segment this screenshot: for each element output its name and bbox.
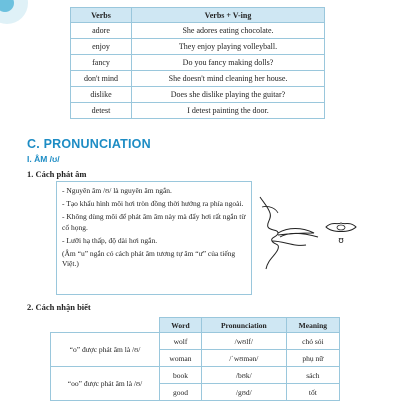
word-cell: good: [160, 384, 202, 401]
verb-cell: fancy: [71, 55, 132, 71]
meaning-cell: sách: [286, 367, 339, 384]
meaning-cell: chó sói: [286, 333, 339, 350]
pronunciation-cell: /ˈwʊmən/: [201, 350, 286, 367]
example-cell: I detest painting the door.: [132, 103, 325, 119]
example-cell: Does she dislike playing the guitar?: [132, 87, 325, 103]
recognition-header-pronunciation: Pronunciation: [201, 318, 286, 333]
verb-cell: don't mind: [71, 71, 132, 87]
articulation-point: - Lưỡi hạ thấp, độ dài hơi ngắn.: [62, 235, 158, 245]
meaning-cell: tốt: [286, 384, 339, 401]
table-row: [51, 333, 340, 350]
heading-recognition: 2. Cách nhận biết: [27, 302, 91, 312]
rule-cell: “o” được phát âm là /ʊ/: [51, 333, 160, 367]
verb-cell: detest: [71, 103, 132, 119]
table-row: [71, 87, 325, 103]
word-cell: woman: [160, 350, 202, 367]
lips-illustration: [324, 219, 358, 245]
lips-sound-label: ʊ: [338, 236, 344, 245]
recognition-header-blank: [51, 318, 160, 333]
table-row: [51, 367, 340, 384]
recognition-header-word: Word: [160, 318, 202, 333]
word-cell: book: [160, 367, 202, 384]
recognition-header-meaning: Meaning: [286, 318, 339, 333]
rule-cell: “oo” được phát âm là /ʊ/: [51, 367, 160, 401]
example-cell: They enjoy playing volleyball.: [132, 39, 325, 55]
articulation-point: - Không dùng môi để phát âm âm này mà đẩy hơi rất ngắn từ cổ họng.: [62, 212, 246, 232]
verb-cell: adore: [71, 23, 132, 39]
word-cell: wolf: [160, 333, 202, 350]
verb-cell: enjoy: [71, 39, 132, 55]
articulation-box: [56, 181, 252, 295]
heading-articulation: 1. Cách phát âm: [27, 169, 87, 179]
table-row: [71, 71, 325, 87]
example-cell: She adores eating chocolate.: [132, 23, 325, 39]
table-row: [71, 103, 325, 119]
pronunciation-cell: /wʊlf/: [201, 333, 286, 350]
verbs-header-verbs: Verbs: [71, 8, 132, 23]
articulation-point: - Tạo khẩu hình môi hơi tròn đồng thời hướng ra phía ngoài.: [62, 199, 244, 208]
recognition-table: [50, 317, 340, 401]
example-cell: She doesn't mind cleaning her house.: [132, 71, 325, 87]
meaning-cell: phụ nữ: [286, 350, 339, 367]
verbs-header-verbs-ving: Verbs + V-ing: [132, 8, 325, 23]
section-title: C. PRONUNCIATION: [27, 137, 151, 151]
articulation-point: - Nguyên âm /ʊ/ là nguyên âm ngắn.: [62, 186, 172, 195]
pronunciation-cell: /gʊd/: [201, 384, 286, 401]
example-cell: Do you fancy making dolls?: [132, 55, 325, 71]
verb-cell: dislike: [71, 87, 132, 103]
articulation-note: (Âm “u” ngắn có cách phát âm tương tự âm “ư” của tiếng Việt.): [62, 248, 236, 268]
table-row: [71, 23, 325, 39]
table-row: [71, 39, 325, 55]
table-row: [71, 55, 325, 71]
pronunciation-cell: /bʊk/: [201, 367, 286, 384]
subsection-title: I. ÂM /ʊ/: [27, 154, 60, 164]
verbs-table: [70, 7, 325, 119]
